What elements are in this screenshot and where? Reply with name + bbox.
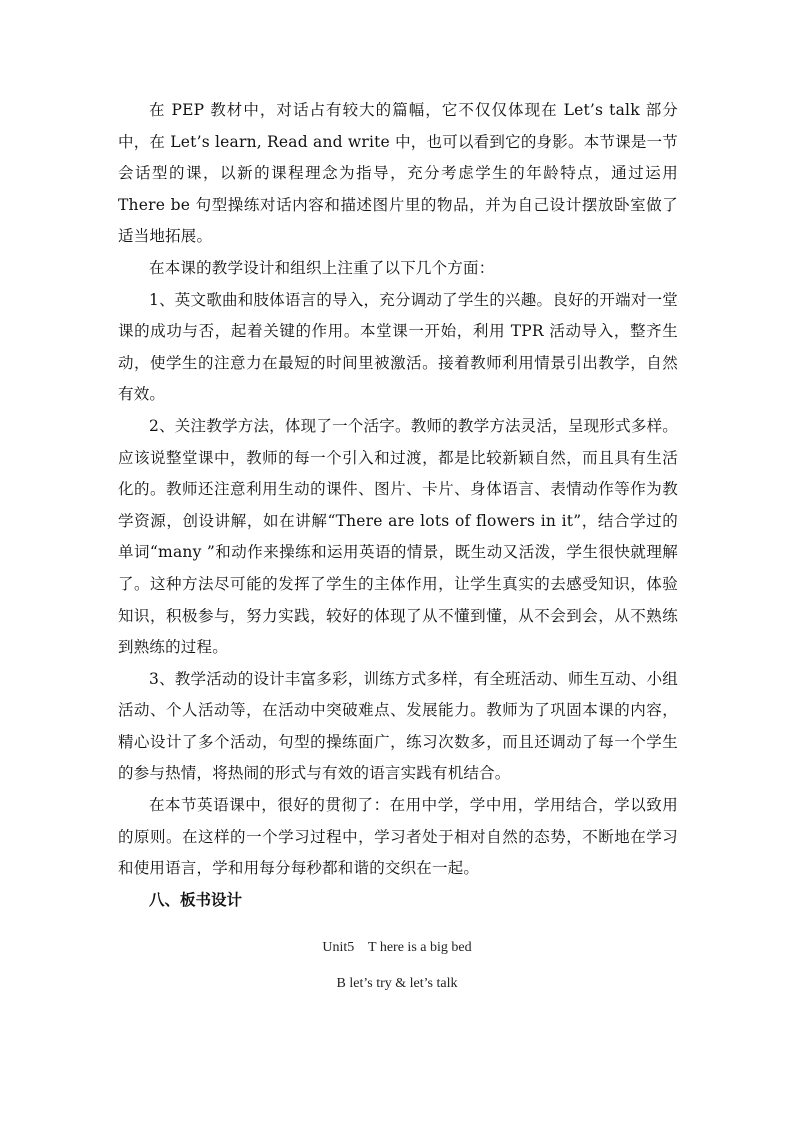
board-title: Unit5 T here is a big bed [322, 940, 472, 955]
body-text [118, 95, 678, 916]
paragraph-point-2: 2、关注教学方法，体现了一个活字。教师的教学方法灵活，呈现形式多样。应该说整堂课中，教师的每一个引入和过渡，都是比较新颖自然，而且具有生活化的。教师还注意利用生动的课件、图片、卡片、身体语言、表情动作等作为教学资源，创设讲解，如在讲解“There are lots of flowers in it”，结合学过的单词“many ”和动作来操练和运用英语的情景，既生动又活泼，学生很快就理解了。这种方法尽可能的发挥了学生的主体作用，让学生真实的去感受知识，体验知识，积极参与，努力实践，较好的体现了从不懂到懂，从不会到会，从不熟练到熟练的过程。 [118, 416, 678, 657]
board-subtitle: B let’s try & let’s talk [336, 976, 458, 991]
section-heading: 八、板书设计 [149, 890, 243, 909]
paragraph-aspects-intro: 在本课的教学设计和组织上注重了以下几个方面： [149, 258, 495, 277]
paragraph-conclusion: 在本节英语课中，很好的贯彻了：在用中学，学中用，学用结合，学以致用的原则。在这样的一个学习过程中，学习者处于相对自然的态势，不断地在学习和使用语言，学和用每分每秒都和谐的交织在一起。 [118, 796, 678, 878]
paragraph-point-1: 1、英文歌曲和肢体语言的导入，充分调动了学生的兴趣。良好的开端对一堂课的成功与否，起着关键的作用。本堂课一开始，利用 TPR 活动导入，整齐生动，使学生的注意力在最短的时间里被激活。接着教师利用情景引出教学，自然有效。 [118, 290, 678, 404]
paragraph-intro: 在 PEP 教材中，对话占有较大的篇幅，它不仅仅体现在 Let’s talk 部分中，在 Let’s learn, Read and write 中，也可以看到它的身影。本节课是一节会话型的课，以新的课程理念为指导，充分考虑学生的年龄特点，通过运用 There be 句型操练对话内容和描述图片里的物品，并为自己设计摆放卧室做了适当地拓展。 [118, 101, 678, 246]
paragraph-point-3: 3、教学活动的设计丰富多彩，训练方式多样，有全班活动、师生互动、小组活动、个人活动等，在活动中突破难点、发展能力。教师为了巩固本课的内容，精心设计了多个活动，句型的操练面广，练习次数多，而且还调动了每一个学生的参与热情，将热闹的形式与有效的语言实践有机结合。 [118, 669, 678, 783]
